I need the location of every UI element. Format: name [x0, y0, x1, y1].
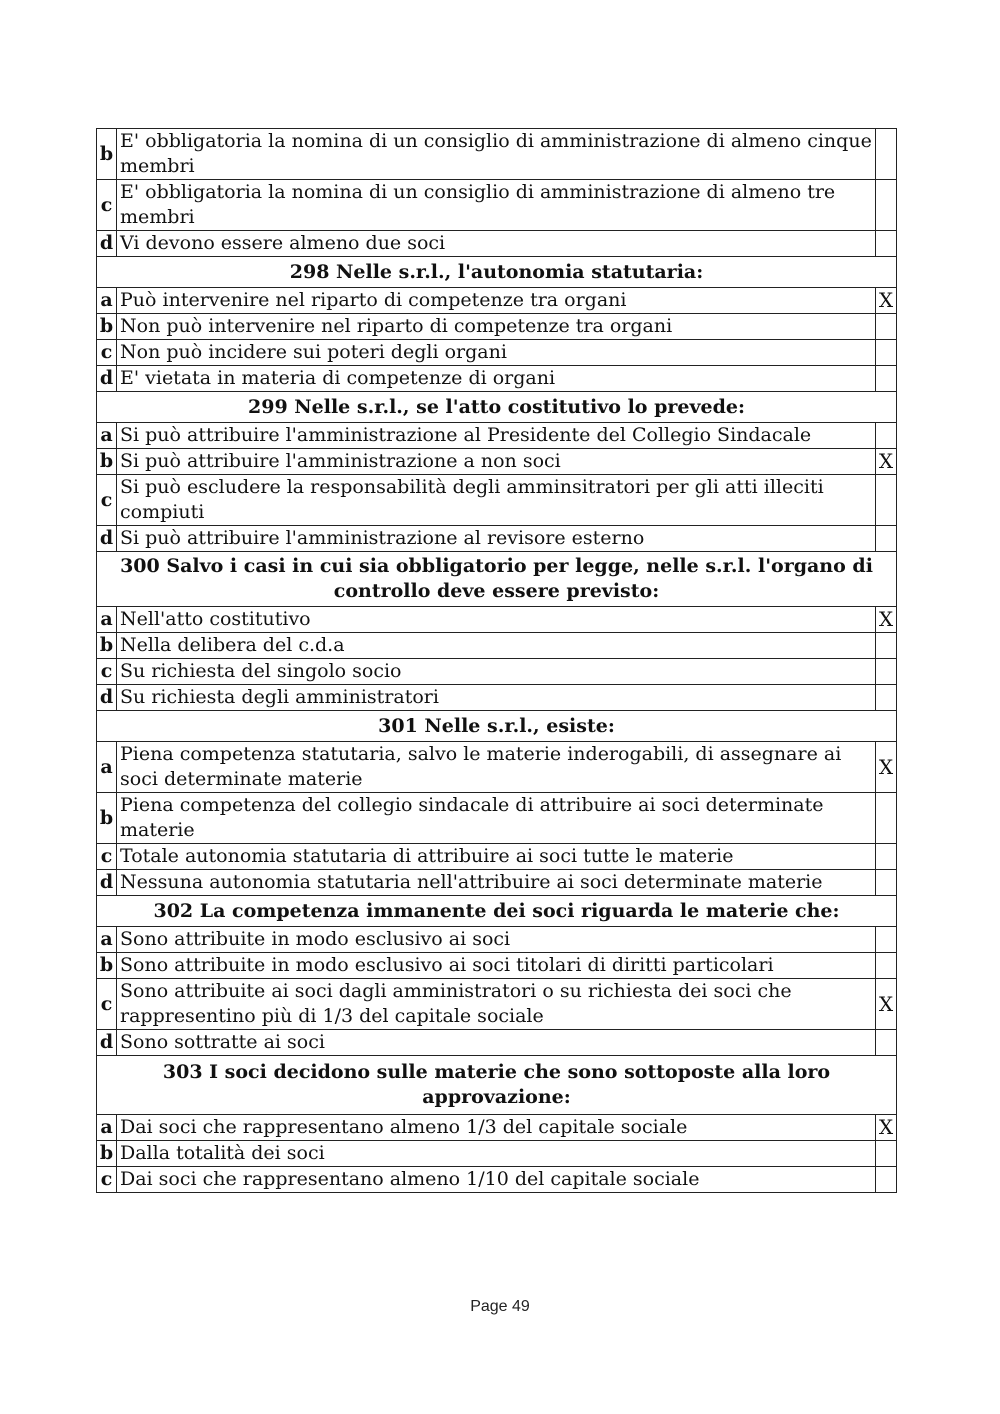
- answer-text: E' vietata in materia di competenze di organi: [117, 366, 876, 392]
- answer-row: [97, 659, 897, 685]
- answer-check-mark: X: [876, 979, 897, 1030]
- answer-check-mark: [876, 340, 897, 366]
- answer-row: [97, 607, 897, 633]
- answer-check-mark: [876, 927, 897, 953]
- question-row: [97, 896, 897, 927]
- answer-letter: b: [97, 953, 117, 979]
- answer-letter: a: [97, 927, 117, 953]
- question-text: 303 I soci decidono sulle materie che sono sottoposte alla loro approvazione:: [97, 1056, 897, 1115]
- answer-letter: d: [97, 231, 117, 257]
- answer-check-mark: X: [876, 1115, 897, 1141]
- answer-check-mark: X: [876, 742, 897, 793]
- answer-text: Dalla totalità dei soci: [117, 1141, 876, 1167]
- answer-check-mark: [876, 685, 897, 711]
- answer-row: [97, 1141, 897, 1167]
- answer-check-mark: [876, 129, 897, 180]
- answer-row: [97, 953, 897, 979]
- answer-letter: a: [97, 607, 117, 633]
- answer-check-mark: [876, 633, 897, 659]
- answer-check-mark: [876, 314, 897, 340]
- answer-letter: c: [97, 979, 117, 1030]
- answer-check-mark: [876, 366, 897, 392]
- answer-text: Può intervenire nel riparto di competenze tra organi: [117, 288, 876, 314]
- answer-row: [97, 1030, 897, 1056]
- answer-check-mark: [876, 1030, 897, 1056]
- answer-letter: b: [97, 1141, 117, 1167]
- question-row: [97, 711, 897, 742]
- answer-row: [97, 526, 897, 552]
- answer-text: Non può intervenire nel riparto di competenze tra organi: [117, 314, 876, 340]
- answer-text: Si può attribuire l'amministrazione a non soci: [117, 449, 876, 475]
- answer-text: Sono attribuite in modo esclusivo ai soci titolari di diritti particolari: [117, 953, 876, 979]
- answer-letter: b: [97, 449, 117, 475]
- answer-row: [97, 793, 897, 844]
- answer-row: [97, 129, 897, 180]
- question-text: 302 La competenza immanente dei soci riguarda le materie che:: [97, 896, 897, 927]
- answer-row: [97, 314, 897, 340]
- answer-text: E' obbligatoria la nomina di un consiglio di amministrazione di almeno cinque membri: [117, 129, 876, 180]
- answer-letter: a: [97, 1115, 117, 1141]
- answer-letter: c: [97, 659, 117, 685]
- answer-text: Nessuna autonomia statutaria nell'attribuire ai soci determinate materie: [117, 870, 876, 896]
- answer-letter: a: [97, 288, 117, 314]
- question-text: 300 Salvo i casi in cui sia obbligatorio per legge, nelle s.r.l. l'organo di controllo deve essere previsto:: [97, 552, 897, 607]
- question-text: 298 Nelle s.r.l., l'autonomia statutaria:: [97, 257, 897, 288]
- answer-letter: c: [97, 180, 117, 231]
- answer-row: [97, 340, 897, 366]
- answer-check-mark: [876, 231, 897, 257]
- answer-row: [97, 633, 897, 659]
- answer-letter: d: [97, 685, 117, 711]
- answer-check-mark: [876, 526, 897, 552]
- answer-text: Si può escludere la responsabilità degli amminsitratori per gli atti illeciti compiuti: [117, 475, 876, 526]
- answer-text: Nella delibera del c.d.a: [117, 633, 876, 659]
- quiz-table: [96, 128, 897, 1193]
- answer-text: Sono attribuite ai soci dagli amministratori o su richiesta dei soci che rappresentino più di 1/3 del capitale sociale: [117, 979, 876, 1030]
- answer-check-mark: X: [876, 449, 897, 475]
- answer-text: Si può attribuire l'amministrazione al revisore esterno: [117, 526, 876, 552]
- answer-letter: d: [97, 366, 117, 392]
- answer-row: [97, 979, 897, 1030]
- quiz-table-body: [97, 129, 897, 1193]
- answer-letter: a: [97, 423, 117, 449]
- answer-row: [97, 1167, 897, 1193]
- answer-check-mark: [876, 1167, 897, 1193]
- answer-row: [97, 927, 897, 953]
- answer-row: [97, 180, 897, 231]
- question-row: [97, 257, 897, 288]
- answer-letter: c: [97, 340, 117, 366]
- answer-check-mark: [876, 793, 897, 844]
- answer-row: [97, 423, 897, 449]
- answer-letter: c: [97, 844, 117, 870]
- answer-row: [97, 288, 897, 314]
- answer-row: [97, 685, 897, 711]
- answer-letter: b: [97, 314, 117, 340]
- answer-text: Nell'atto costitutivo: [117, 607, 876, 633]
- question-text: 299 Nelle s.r.l., se l'atto costitutivo lo prevede:: [97, 392, 897, 423]
- answer-letter: d: [97, 870, 117, 896]
- answer-letter: d: [97, 1030, 117, 1056]
- answer-check-mark: X: [876, 288, 897, 314]
- answer-letter: b: [97, 129, 117, 180]
- answer-letter: c: [97, 475, 117, 526]
- answer-text: Si può attribuire l'amministrazione al Presidente del Collegio Sindacale: [117, 423, 876, 449]
- answer-row: [97, 449, 897, 475]
- answer-text: Piena competenza del collegio sindacale di attribuire ai soci determinate materie: [117, 793, 876, 844]
- answer-text: Totale autonomia statutaria di attribuire ai soci tutte le materie: [117, 844, 876, 870]
- answer-text: Sono sottratte ai soci: [117, 1030, 876, 1056]
- question-row: [97, 1056, 897, 1115]
- answer-text: Dai soci che rappresentano almeno 1/10 del capitale sociale: [117, 1167, 876, 1193]
- answer-letter: d: [97, 526, 117, 552]
- answer-check-mark: [876, 659, 897, 685]
- answer-text: Sono attribuite in modo esclusivo ai soci: [117, 927, 876, 953]
- page-number: Page 49: [470, 1298, 530, 1315]
- answer-text: Dai soci che rappresentano almeno 1/3 del capitale sociale: [117, 1115, 876, 1141]
- answer-check-mark: [876, 1141, 897, 1167]
- answer-text: Su richiesta del singolo socio: [117, 659, 876, 685]
- answer-row: [97, 475, 897, 526]
- question-row: [97, 552, 897, 607]
- question-text: 301 Nelle s.r.l., esiste:: [97, 711, 897, 742]
- answer-letter: a: [97, 742, 117, 793]
- answer-row: [97, 742, 897, 793]
- answer-text: Vi devono essere almeno due soci: [117, 231, 876, 257]
- answer-text: E' obbligatoria la nomina di un consiglio di amministrazione di almeno tre membri: [117, 180, 876, 231]
- answer-row: [97, 870, 897, 896]
- answer-text: Su richiesta degli amministratori: [117, 685, 876, 711]
- question-row: [97, 392, 897, 423]
- answer-check-mark: [876, 180, 897, 231]
- answer-check-mark: [876, 423, 897, 449]
- answer-text: Non può incidere sui poteri degli organi: [117, 340, 876, 366]
- answer-check-mark: X: [876, 607, 897, 633]
- answer-letter: c: [97, 1167, 117, 1193]
- answer-row: [97, 231, 897, 257]
- answer-check-mark: [876, 475, 897, 526]
- answer-text: Piena competenza statutaria, salvo le materie inderogabili, di assegnare ai soci determinate materie: [117, 742, 876, 793]
- answer-check-mark: [876, 844, 897, 870]
- answer-letter: b: [97, 793, 117, 844]
- answer-check-mark: [876, 870, 897, 896]
- answer-letter: b: [97, 633, 117, 659]
- answer-row: [97, 844, 897, 870]
- answer-check-mark: [876, 953, 897, 979]
- answer-row: [97, 366, 897, 392]
- answer-row: [97, 1115, 897, 1141]
